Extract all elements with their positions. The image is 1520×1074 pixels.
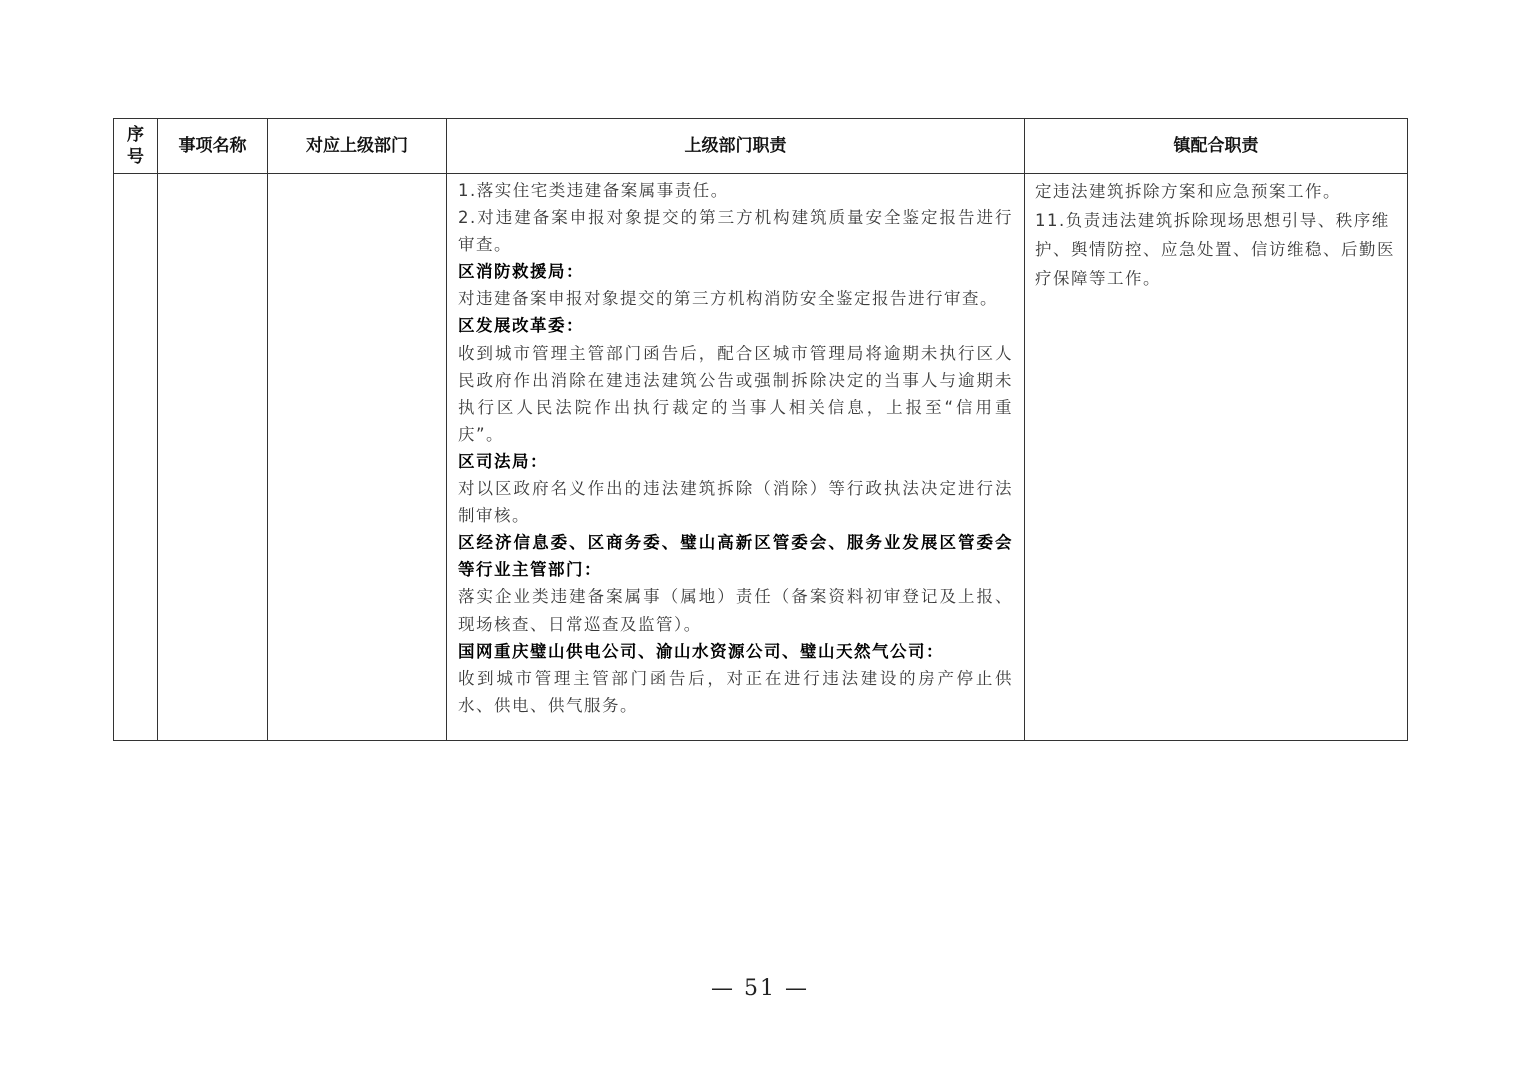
duty-paragraph: 2.对违建备案申报对象提交的第三方机构建筑质量安全鉴定报告进行审查。 [458,208,1013,255]
table-row [114,174,1408,741]
duty-paragraph: 1.落实住宅类违建备案属事责任。 [458,181,729,200]
duty-paragraph: 收到城市管理主管部门函告后，配合区城市管理局将逾期未执行区人民政府作出消除在建违法建筑公告或强制拆除决定的当事人与逾期未执行区人民法院作出执行裁定的当事人相关信息，上报至“信用重庆”。 [458,343,1013,444]
header-upper-duty: 上级部门职责 [447,119,1025,174]
dept-heading: 区司法局： [458,451,548,471]
upper-duty-text [447,174,1024,723]
table-header-row [114,119,1408,174]
cell-town-duty [1025,174,1408,741]
header-seq-line1: 序 [127,125,144,145]
cell-upper-duty [447,174,1025,741]
town-duty-text [1025,174,1407,297]
cell-seq [114,174,158,741]
duty-paragraph: 落实企业类违建备案属事（属地）责任（备案资料初审登记及上报、现场核查、日常巡查及监管）。 [458,587,1013,634]
dept-heading: 区消防救援局： [458,262,584,282]
town-duty-paragraph: 11.负责违法建筑拆除现场思想引导、秩序维护、舆情防控、应急处置、信访维稳、后勤医疗保障等工作。 [1035,211,1395,288]
cell-item-name [158,174,268,741]
duty-table [113,118,1408,741]
header-upper-dept: 对应上级部门 [268,119,447,174]
dept-heading: 区发展改革委： [458,316,584,336]
page-number: — 51 — [711,976,809,1001]
duty-paragraph: 对违建备案申报对象提交的第三方机构消防安全鉴定报告进行审查。 [458,289,998,309]
town-duty-paragraph: 定违法建筑拆除方案和应急预案工作。 [1035,182,1341,201]
header-seq-line2: 号 [127,147,144,167]
dept-heading: 区经济信息委、区商务委、璧山高新区管委会、服务业发展区管委会等行业主管部门： [458,533,1013,580]
duty-paragraph: 对以区政府名义作出的违法建筑拆除（消除）等行政执法决定进行法制审核。 [458,479,1013,526]
header-town-duty: 镇配合职责 [1025,119,1408,174]
duty-paragraph: 收到城市管理主管部门函告后，对正在进行违法建设的房产停止供水、供电、供气服务。 [458,668,1013,715]
cell-upper-dept [268,174,447,741]
header-seq [114,119,158,174]
dept-heading: 国网重庆璧山供电公司、渝山水资源公司、璧山天然气公司： [458,641,944,661]
header-item-name: 事项名称 [158,119,268,174]
